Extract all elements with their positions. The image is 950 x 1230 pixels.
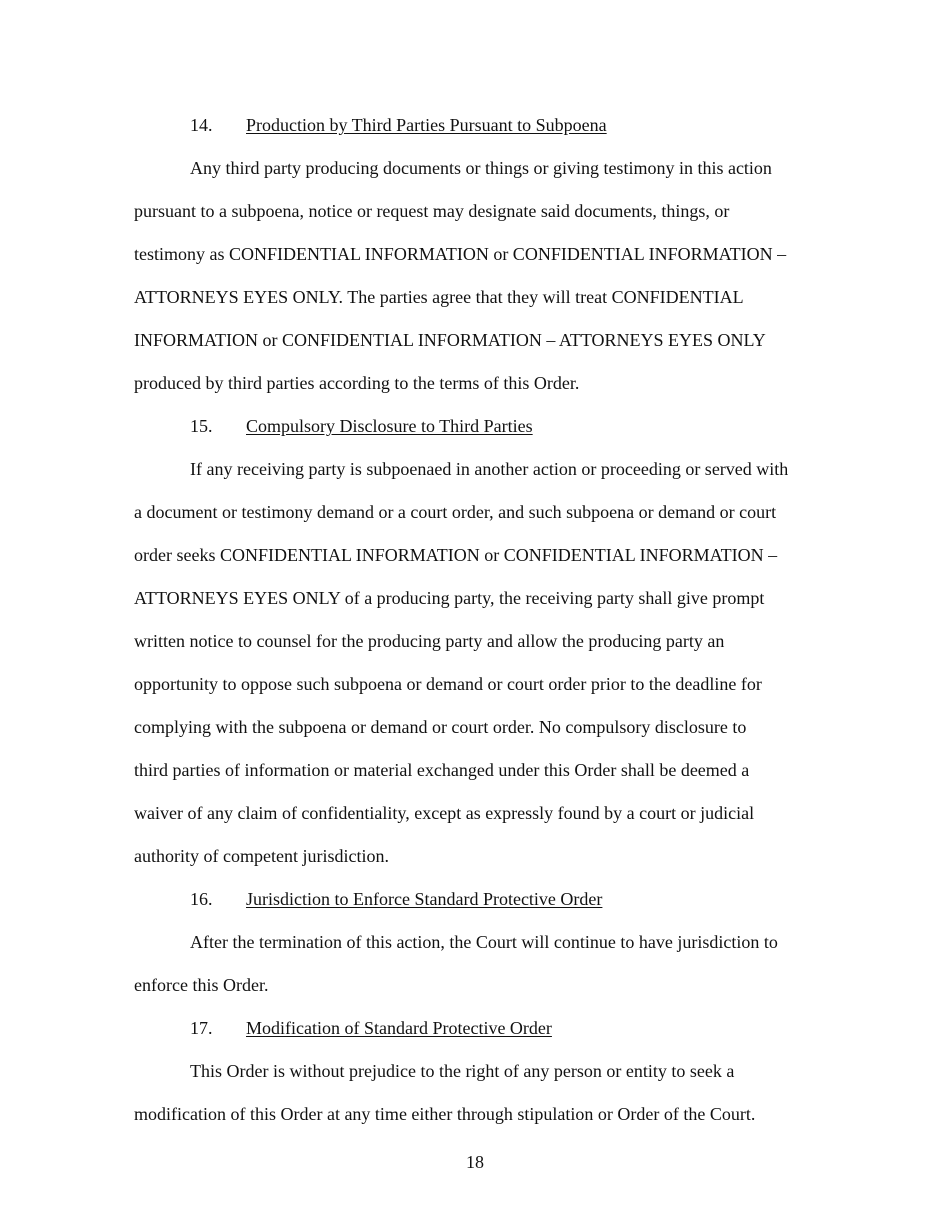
paragraph-line: opportunity to oppose such subpoena or demand or court order prior to the deadline for <box>134 674 762 694</box>
paragraph-line: modification of this Order at any time either through stipulation or Order of the Court. <box>134 1104 756 1124</box>
section-number: 14. <box>190 115 213 135</box>
paragraph-line: order seeks CONFIDENTIAL INFORMATION or CONFIDENTIAL INFORMATION – <box>134 545 778 565</box>
section-heading-17 <box>134 1007 824 1050</box>
paragraph-line: After the termination of this action, the Court will continue to have jurisdiction to <box>190 932 778 952</box>
paragraph-line: pursuant to a subpoena, notice or request may designate said documents, things, or <box>134 201 730 221</box>
section-title: Modification of Standard Protective Order <box>246 1018 552 1038</box>
paragraph-line: third parties of information or material exchanged under this Order shall be deemed a <box>134 760 750 780</box>
section-title: Jurisdiction to Enforce Standard Protective Order <box>246 889 603 909</box>
section-title: Compulsory Disclosure to Third Parties <box>246 416 533 436</box>
document-body <box>134 104 824 1136</box>
section-paragraph-17 <box>134 1050 824 1136</box>
section-number: 17. <box>190 1018 213 1038</box>
paragraph-line: This Order is without prejudice to the right of any person or entity to seek a <box>190 1061 735 1081</box>
section-paragraph-16 <box>134 921 824 1007</box>
paragraph-line: written notice to counsel for the producing party and allow the producing party an <box>134 631 725 651</box>
paragraph-line: INFORMATION or CONFIDENTIAL INFORMATION – ATTORNEYS EYES ONLY <box>134 330 766 350</box>
section-number: 15. <box>190 416 213 436</box>
paragraph-line: a document or testimony demand or a court order, and such subpoena or demand or court <box>134 502 777 522</box>
section-paragraph-14 <box>134 147 824 405</box>
paragraph-line: testimony as CONFIDENTIAL INFORMATION or CONFIDENTIAL INFORMATION – <box>134 244 787 264</box>
paragraph-line: ATTORNEYS EYES ONLY. The parties agree that they will treat CONFIDENTIAL <box>134 287 744 307</box>
section-paragraph-15 <box>134 448 824 878</box>
paragraph-line: produced by third parties according to the terms of this Order. <box>134 373 580 393</box>
section-heading-14 <box>134 104 824 147</box>
paragraph-line: If any receiving party is subpoenaed in another action or proceeding or served with <box>190 459 789 479</box>
section-number: 16. <box>190 889 213 909</box>
paragraph-line: authority of competent jurisdiction. <box>134 846 389 866</box>
page-number: 18 <box>466 1152 484 1172</box>
paragraph-line: Any third party producing documents or things or giving testimony in this action <box>190 158 772 178</box>
paragraph-line: ATTORNEYS EYES ONLY of a producing party, the receiving party shall give prompt <box>134 588 765 608</box>
paragraph-line: waiver of any claim of confidentiality, except as expressly found by a court or judicial <box>134 803 755 823</box>
paragraph-line: enforce this Order. <box>134 975 269 995</box>
section-heading-16 <box>134 878 824 921</box>
section-title: Production by Third Parties Pursuant to Subpoena <box>246 115 607 135</box>
paragraph-line: complying with the subpoena or demand or court order. No compulsory disclosure to <box>134 717 747 737</box>
section-heading-15 <box>134 405 824 448</box>
